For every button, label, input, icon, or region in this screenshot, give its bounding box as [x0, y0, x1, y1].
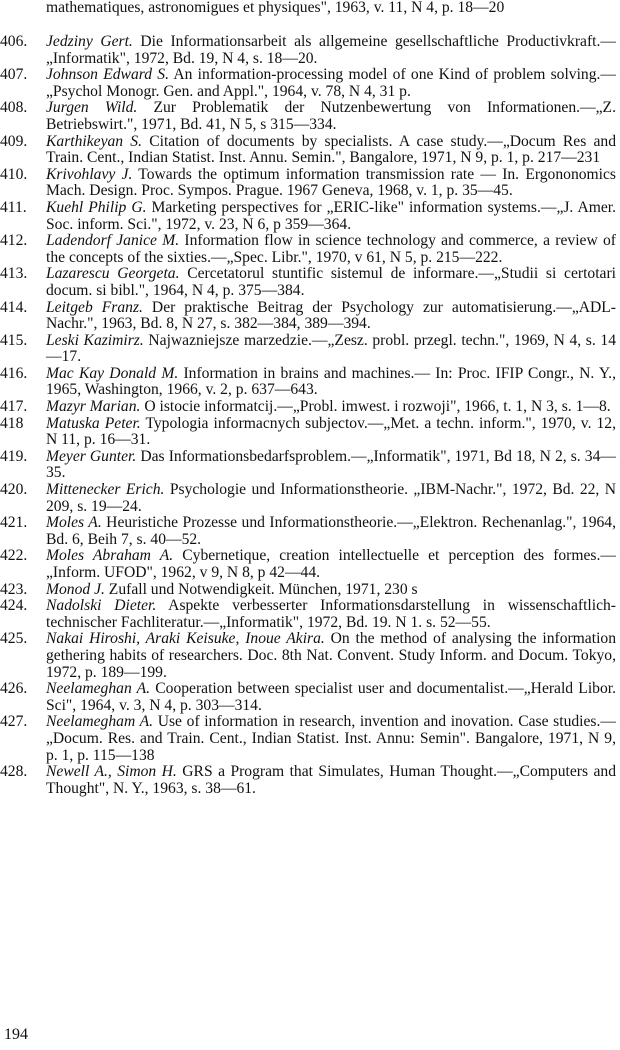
entry-citation: O istocie informatcij.—„Probl. imwest. i rozwoji", 1966, t. 1, N 3, s. 1—8.	[140, 398, 611, 416]
entry-citation: Die Informationsarbeit als allgemeine gesellschaftliche Productivkraft.—„Informatik", 1972, Bd. 19, N 4, s. 18—20.	[46, 33, 616, 67]
bibliography-entry	[0, 366, 616, 399]
bibliography-entry	[0, 34, 616, 67]
page-number: 194	[4, 1026, 28, 1043]
entry-author: Moles Abraham A.	[46, 547, 174, 565]
entry-number: 421.	[0, 514, 28, 532]
entry-citation: Cercetatorul stuntific sistemul de informare.—„Studii si certotari docum. si bibl.", 1964, N 4, p. 375—384.	[46, 265, 616, 299]
entry-number: 407.	[0, 66, 28, 84]
bibliography-entry	[0, 449, 616, 482]
bibliography-entry	[0, 416, 616, 449]
entry-number: 409.	[0, 132, 28, 150]
bibliography-entry	[0, 681, 616, 714]
entry-author: Leitgeb Franz.	[46, 298, 143, 316]
entry-citation: Information in brains and machines.— In: Proc. IFIP Congr., N. Y., 1965, Washington, 1966, v. 2, p. 637—643.	[46, 364, 616, 399]
entry-number: 425.	[0, 630, 28, 648]
bibliography-entry	[0, 714, 616, 764]
bibliography-entry	[0, 233, 616, 266]
entry-author: Newell A., Simon H.	[46, 763, 177, 781]
entry-citation: Information flow in science technology and commerce, a review of the concepts of the sixties.—„Spec. Libr.", 1970, v 61, N 5, p. 215—222.	[46, 232, 616, 266]
entry-number: 413.	[0, 265, 28, 283]
continuation-text: mathematiques, astronomigues et physiques", 1963, v. 11, N 4, p. 18—20	[46, 0, 505, 16]
entry-number: 410.	[0, 165, 28, 183]
entry-author: Lazarescu Georgeta.	[46, 265, 180, 283]
entry-number: 423.	[0, 580, 28, 598]
entry-number: 427.	[0, 713, 28, 731]
entry-citation: Najwazniejsze marzedzie.—„Zesz. probl. przegl. techn.", 1969, N 4, s. 14—17.	[46, 331, 616, 366]
bibliography-entry	[0, 515, 616, 548]
entry-author: Jurgen Wild.	[46, 99, 138, 117]
entry-citation: Citation of documents by specialists. A case study.—„Docum Res and Train. Cent., Indian Statist. Inst. Annu. Semin.", Bangalore, 1971, N 9, p. 1, p. 217—231	[46, 132, 616, 167]
entry-citation: Marketing perspectives for „ERIC-like" information systems.—„J. Amer. Soc. inform. Sci.", 1972, v. 23, N 6, p 359—364.	[46, 198, 616, 233]
entry-number: 417.	[0, 398, 28, 416]
entry-number: 408.	[0, 99, 28, 117]
bibliography-entry	[0, 100, 616, 133]
entry-number: 428.	[0, 763, 28, 781]
bibliography-list	[0, 34, 616, 797]
bibliography-entry	[0, 482, 616, 515]
entry-author: Matuska Peter.	[46, 414, 141, 432]
entry-citation: GRS a Program that Simulates, Human Thought.—„Computers and Thought", N. Y., 1963, s. 38—61.	[46, 763, 616, 797]
entry-citation: Psychologie und Informationstheorie. „IBM-Nachr.", 1972, Bd. 22, N 209, s. 19—24.	[46, 481, 616, 515]
entry-author: Karthikeyan S.	[46, 132, 143, 150]
bibliography-entry	[0, 764, 616, 797]
bibliography-entry	[0, 598, 616, 631]
entry-number: 418	[0, 414, 24, 432]
entry-number: 419.	[0, 447, 28, 465]
entry-author: Kuehl Philip G.	[46, 198, 147, 216]
bibliography-entry	[0, 333, 616, 366]
entry-author: Mazyr Marian.	[46, 398, 141, 416]
bibliography-entry	[0, 67, 616, 100]
entry-author: Nakai Hiroshi, Araki Keisuke, Inoue Akira.	[46, 630, 325, 648]
entry-author: Moles A.	[46, 514, 102, 532]
bibliography-entry	[0, 200, 616, 233]
entry-author: Ladendorf Janice M.	[46, 232, 180, 250]
entry-citation: Das Informationsbedarfsproblem.—„Informatik", 1971, Bd 18, N 2, s. 34—35.	[46, 447, 616, 482]
entry-citation: Use of information in research, invention and inovation. Case studies.—„Docum. Res. and Train. Cent., Indian Statist. Inst. Annu: Semin". Bangalore, 1971, N 9, p. 1, p. 115—138	[46, 713, 616, 764]
entry-citation: Aspekte verbesserter Informationsdarstellung in wissenschaftlich-technischer Fachliteratur.—„Informatik", 1972, Bd. 19. N 1. s. 52—55.	[46, 597, 616, 631]
bibliography-entry	[0, 134, 616, 167]
bibliography-entry	[0, 631, 616, 681]
entry-citation: Zufall und Notwendigkeit. München, 1971, 230 s	[104, 580, 418, 598]
entry-citation: Cybernetique, creation intellectuelle et perception des formes.—„Inform. UFOD", 1962, v 9, N 8, p 42—44.	[46, 547, 616, 581]
bibliography-entry	[0, 548, 616, 581]
entry-citation: Zur Problematik der Nutzenbewertung von Informationen.—„Z. Betriebswirt.", 1971, Bd. 41, N 5, s 315—334.	[46, 99, 616, 133]
entry-number: 420.	[0, 481, 28, 499]
entry-number: 416.	[0, 364, 28, 382]
entry-author: Johnson Edward S.	[46, 66, 169, 84]
entry-number: 415.	[0, 331, 28, 349]
entry-number: 411.	[0, 198, 27, 216]
entry-author: Jedziny Gert.	[46, 33, 133, 50]
entry-citation: Der praktische Beitrag der Psychology zur automatisierung.—„ADL-Nachr.", 1963, Bd. 8, N 27, s. 382—384, 389—394.	[46, 298, 616, 333]
entry-author: Nadolski Dieter.	[46, 597, 157, 615]
entry-number: 406.	[0, 33, 28, 50]
bibliography-entry	[0, 266, 616, 299]
entry-author: Meyer Gunter.	[46, 447, 137, 465]
entry-citation: Cooperation between specialist user and documentalist.—„Herald Libor. Sci", 1964, v. 3, N 4, p. 303—314.	[46, 680, 616, 714]
entry-number: 412.	[0, 232, 28, 250]
entry-number: 424.	[0, 597, 28, 615]
bibliography-entry	[0, 582, 616, 599]
entry-citation: Heuristiche Prozesse und Informationstheorie.—„Elektron. Rechenanlag.", 1964, Bd. 6, Beih 7, s. 40—52.	[46, 514, 616, 548]
entry-number: 422.	[0, 547, 28, 565]
entry-author: Mittenecker Erich.	[46, 481, 165, 499]
entry-citation: An information-processing model of one Kind of problem solving.—„Psychol Monogr. Gen. and Appl.", 1964, v. 78, N 4, 31 p.	[46, 66, 616, 100]
entry-author: Krivohlavy J.	[46, 165, 133, 183]
entry-author: Mac Kay Donald M.	[46, 364, 179, 382]
entry-citation: Towards the optimum information transmission rate — In. Ergononomics Mach. Design. Proc. Sympos. Prague. 1967 Geneva, 1968, v. 1, p. 35—45.	[46, 165, 616, 200]
entry-author: Leski Kazimirz.	[46, 331, 144, 349]
entry-author: Monod J.	[46, 580, 105, 598]
bibliography-entry	[0, 399, 616, 416]
entry-number: 414.	[0, 298, 28, 316]
bibliography-entry	[0, 167, 616, 200]
entry-citation: On the method of analysing the information gethering habits of researchers. Doc. 8th Nat. Convent. Study Inform. and Docum. Tokyo, 1972, p. 189—199.	[46, 630, 616, 681]
entry-number: 426.	[0, 680, 28, 698]
entry-author: Neelamegham A.	[46, 713, 154, 731]
entry-citation: Typologia informacnych subjectov.—„Met. a techn. inform.", 1970, v. 12, N 11, p. 16—31.	[46, 414, 616, 449]
entry-author: Neelameghan A.	[46, 680, 151, 698]
bibliography-entry	[0, 300, 616, 333]
